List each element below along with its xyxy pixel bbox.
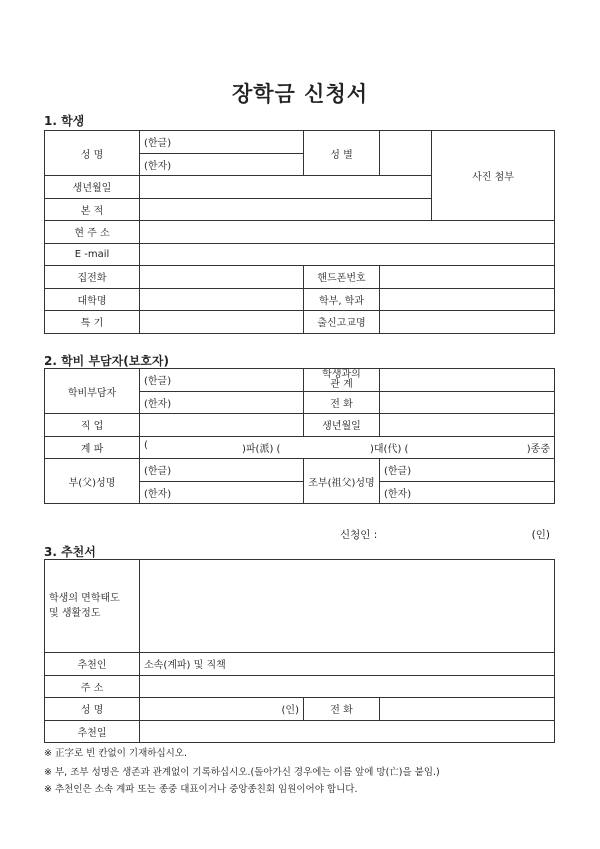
- university-field[interactable]: [140, 288, 304, 311]
- signer-line: [340, 527, 550, 542]
- university-label: 대학명: [45, 288, 140, 311]
- relation-field[interactable]: [380, 369, 555, 392]
- relation-label: [304, 369, 380, 392]
- birthdate-field[interactable]: [140, 176, 432, 199]
- address-label: 현 주 소: [45, 221, 140, 244]
- payer-phone-field[interactable]: [380, 391, 555, 414]
- attitude-label: [45, 560, 140, 653]
- payer-table: [44, 368, 555, 504]
- job-label: 직 업: [45, 414, 140, 437]
- lineage-pa-text: )파(派) (: [242, 444, 281, 456]
- payer-hanja-field[interactable]: (한자): [140, 391, 304, 414]
- attitude-field[interactable]: [140, 560, 555, 653]
- rec-address-label: 주 소: [45, 675, 140, 698]
- payer-phone-label: 전 화: [304, 391, 380, 414]
- dept-field[interactable]: [380, 288, 555, 311]
- rec-phone-field[interactable]: [380, 698, 555, 721]
- specialty-field[interactable]: [140, 311, 304, 334]
- home-phone-label: 집전화: [45, 266, 140, 289]
- mobile-label: 핸드폰번호: [304, 266, 380, 289]
- payer-birthdate-field[interactable]: [380, 414, 555, 437]
- job-field[interactable]: [140, 414, 304, 437]
- recommendation-table: [44, 559, 555, 743]
- name-label: 성 명: [45, 131, 140, 176]
- lineage-field[interactable]: [140, 436, 555, 459]
- student-table: [44, 130, 555, 334]
- father-hangul-field[interactable]: (한글): [140, 459, 304, 482]
- email-label: E -mail: [45, 243, 140, 266]
- note-3: ※ 추천인은 소속 계파 또는 종중 대표이거나 중앙종친회 임원이어야 합니다.: [44, 784, 358, 795]
- address-field[interactable]: [140, 221, 555, 244]
- rec-name-field[interactable]: [140, 698, 304, 721]
- rec-name-label: 성 명: [45, 698, 140, 721]
- birthdate-label: 생년월일: [45, 176, 140, 199]
- relation-label-line2: 관 계: [330, 378, 353, 390]
- hometown-field[interactable]: [140, 198, 432, 221]
- name-hanja-field[interactable]: (한자): [140, 153, 304, 176]
- rec-seal: (인): [281, 705, 299, 717]
- gender-field[interactable]: [380, 131, 432, 176]
- affiliation-field[interactable]: 소속(계파) 및 직책: [140, 653, 555, 676]
- section-2-heading: 2. 학비 부담자(보호자): [44, 354, 169, 368]
- recommender-label: 추천인: [45, 653, 140, 676]
- attitude-label-line2: 및 생활정도: [49, 608, 101, 619]
- section-3-heading: 3. 추천서: [44, 545, 96, 559]
- lineage-dae-text: )대(代) (: [370, 444, 409, 456]
- hometown-label: 본 적: [45, 198, 140, 221]
- lineage-label: 계 파: [45, 436, 140, 459]
- high-school-label: 출신고교명: [304, 311, 380, 334]
- relation-label-line1: 학생과의: [322, 368, 361, 380]
- lineage-jongjung-text: )종중: [526, 444, 550, 456]
- email-field[interactable]: [140, 243, 555, 266]
- mobile-field[interactable]: [380, 266, 555, 289]
- rec-phone-label: 전 화: [304, 698, 380, 721]
- grandfather-hangul-field[interactable]: (한글): [380, 459, 555, 482]
- rec-date-label: 추천일: [45, 720, 140, 743]
- photo-box[interactable]: 사진 첨부: [432, 131, 555, 221]
- note-1: ※ 正字로 빈 칸없이 기재하십시오.: [44, 748, 188, 759]
- page-title: 장학금 신청서: [231, 82, 369, 106]
- payer-hangul-field[interactable]: (한글): [140, 369, 304, 392]
- high-school-field[interactable]: [380, 311, 555, 334]
- father-hanja-field[interactable]: (한자): [140, 481, 304, 504]
- payer-label: 학비부담자: [45, 369, 140, 414]
- attitude-label-line1: 학생의 면학태도: [49, 593, 120, 604]
- name-hangul-field[interactable]: (한글): [140, 131, 304, 154]
- section-1-heading: 1. 학생: [44, 114, 85, 128]
- rec-address-field[interactable]: [140, 675, 555, 698]
- gender-label: 성 별: [304, 131, 380, 176]
- payer-birthdate-label: 생년월일: [304, 414, 380, 437]
- signer-label: 신청인 :: [340, 529, 378, 541]
- father-label: 부(父)성명: [45, 459, 140, 504]
- lineage-open-paren: (: [144, 440, 148, 452]
- dept-label: 학부, 학과: [304, 288, 380, 311]
- rec-date-field[interactable]: [140, 720, 555, 743]
- home-phone-field[interactable]: [140, 266, 304, 289]
- note-2: ※ 부, 조부 성명은 생존과 관계없이 기록하십시오.(돌아가신 경우에는 이름 앞에 망(亡)을 붙임.): [44, 767, 440, 778]
- grandfather-hanja-field[interactable]: (한자): [380, 481, 555, 504]
- grandfather-label: 조부(祖父)성명: [304, 459, 380, 504]
- specialty-label: 특 기: [45, 311, 140, 334]
- signer-seal[interactable]: (인): [531, 529, 550, 541]
